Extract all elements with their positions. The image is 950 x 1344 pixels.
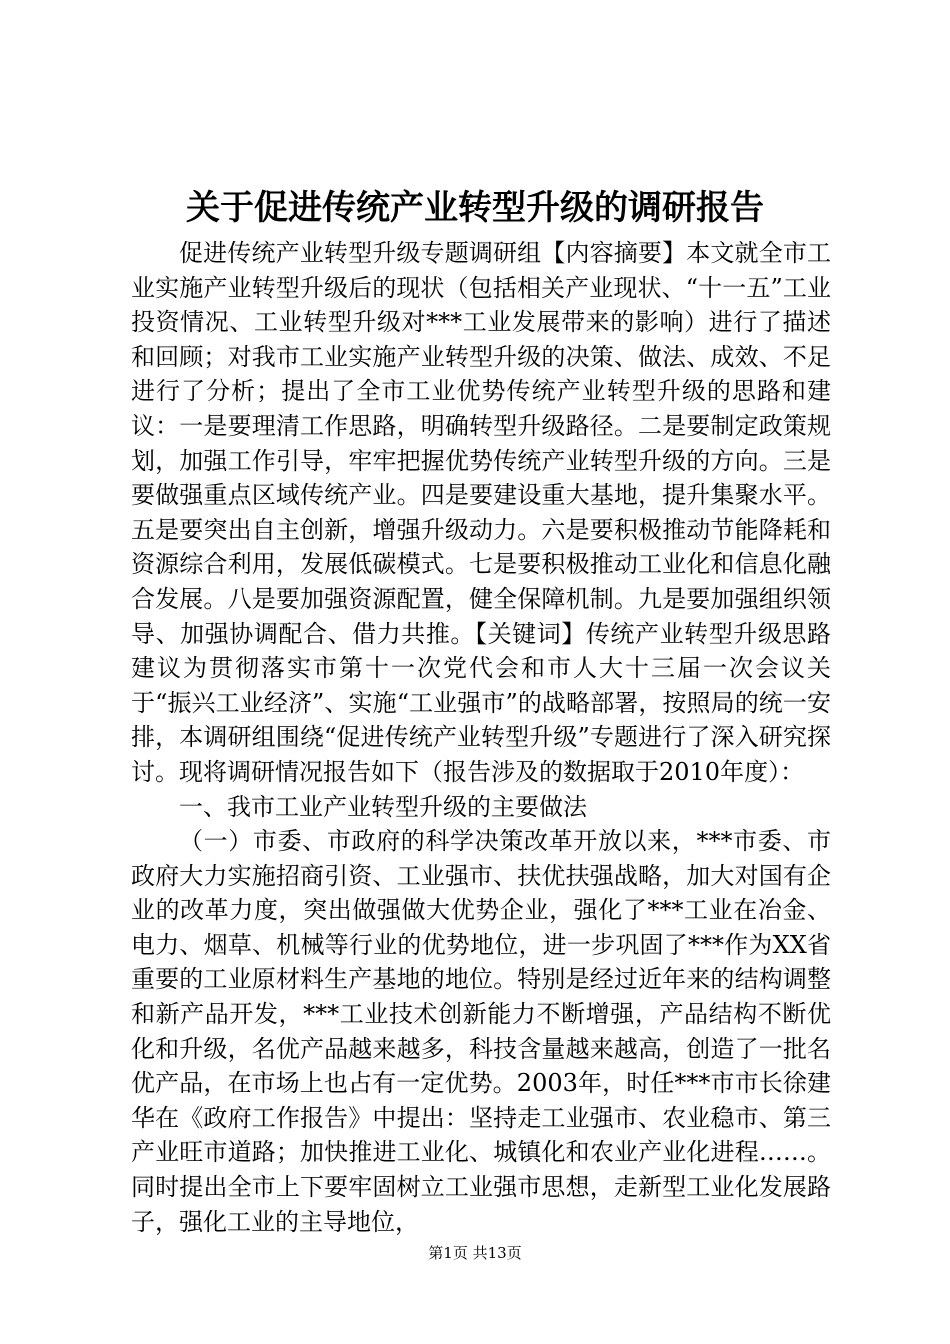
document-body <box>131 236 831 1239</box>
paragraph-section-heading: 一、我市工业产业转型升级的主要做法 <box>179 792 587 821</box>
paragraph-subsection: （一）市委、市政府的科学决策改革开放以来，***市委、市政府大力实施招商引资、工业强市、扶优扶强战略，加大对国有企业的改革力度，突出做强做大优势企业，强化了***工业在冶金、电力、烟草、机械等行业的优势地位，进一步巩固了***作为XX省重要的工业原材料生产基地的地位。特别是经过近年来的结构调整和新产品开发，***工业技术创新能力不断增强，产品结构不断优化和升级，名优产品越来越多，科技含量越来越高，创造了一批名优产品，在市场上也占有一定优势。2003年，时任***市市长徐建华在《政府工作报告》中提出：坚持走工业强市、农业稳市、第三产业旺市道路；加快推进工业化、城镇化和农业产业化进程……。同时提出全市上下要牢固树立工业强市思想，走新型工业化发展路子，强化工业的主导地位， <box>131 827 831 1236</box>
paragraph-abstract: 促进传统产业转型升级专题调研组【内容摘要】本文就全市工业实施产业转型升级后的现状（包括相关产业现状、“十一五”工业投资情况、工业转型升级对***工业发展带来的影响）进行了描述和回顾；对我市工业实施产业转型升级的决策、做法、成效、不足进行了分析；提出了全市工业优势传统产业转型升级的思路和建议：一是要理清工作思路，明确转型升级路径。二是要制定政策规划，加强工作引导，牢牢把握优势传统产业转型升级的方向。三是要做强重点区域传统产业。四是要建设重大基地，提升集聚水平。五是要突出自主创新，增强升级动力。六是要积极推动节能降耗和资源综合利用，发展低碳模式。七是要积极推动工业化和信息化融合发展。八是要加强资源配置，健全保障机制。九是要加强组织领导、加强协调配合、借力共推。【关键词】传统产业转型升级思路建议为贯彻落实市第十一次党代会和市人大十三届一次会议关于“振兴工业经济”、实施“工业强市”的战略部署，按照局的统一安排，本调研组围绕“促进传统产业转型升级”专题进行了深入研究探讨。现将调研情况报告如下（报告涉及的数据取于2010年度）： <box>131 239 831 786</box>
document-title: 关于促进传统产业转型升级的调研报告 <box>186 188 764 228</box>
page-number-footer: 第1页 共13页 <box>428 1244 522 1262</box>
